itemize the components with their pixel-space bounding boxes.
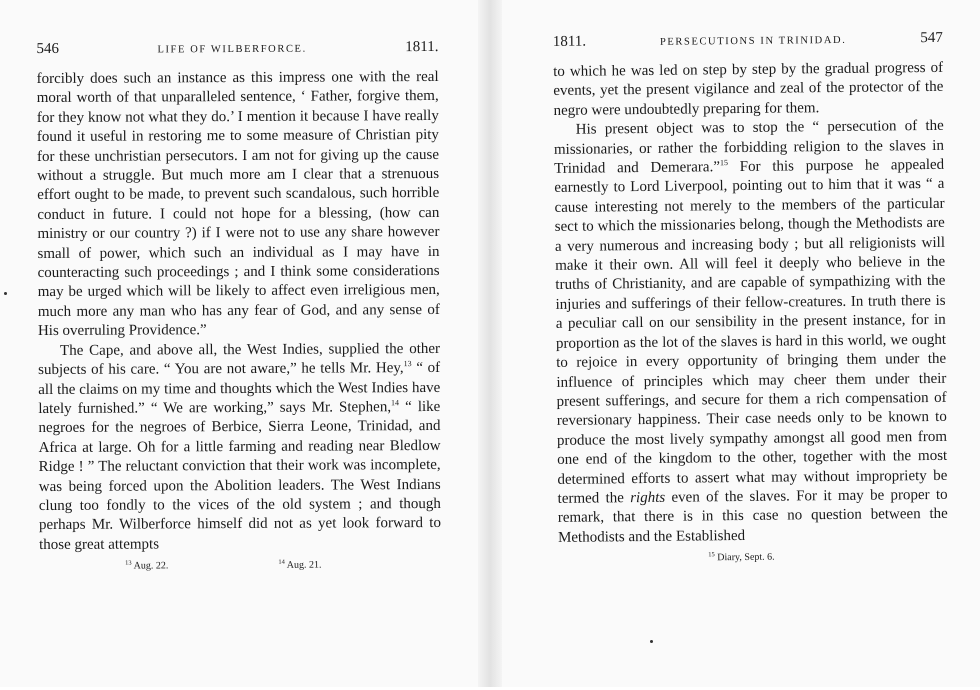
right-page-header bbox=[553, 30, 943, 51]
running-head: PERSECUTIONS IN TRINIDAD. bbox=[659, 34, 847, 48]
left-page-header bbox=[36, 39, 438, 58]
footnote bbox=[708, 552, 775, 564]
header-year: 1811. bbox=[405, 38, 439, 56]
text-run: “ like negroes for the negroes of Berbice, Sierra Leone, Trinidad, and Africa at large. Oh for a little farming and reading near Bledlow Ridge ! ” The reluctant conviction that their work was incomplete, was being forced upon the Abolition leaders. The West Indians clung too fondly to the vices of the old system ; and though perhaps Mr. Wilberforce himself did not as yet look forward to those great attempts bbox=[38, 398, 441, 553]
text-run: “ of all the claims on my time and thoughts which the West Indies have lately furnished.” “ We are working,” says Mr. Stephen, bbox=[38, 360, 441, 417]
footnote-text: Diary, Sept. 6. bbox=[714, 551, 775, 564]
left-page bbox=[0, 0, 482, 688]
paragraph bbox=[38, 340, 441, 556]
footnote-ref: 15 bbox=[719, 158, 728, 168]
text-run: For this purpose he appealed earnestly to Lord Liverpool, pointing out to him that it was “ a cause interesting not merely to the members of the particular sect to which the missionaries belong, though the Methodists are a very numerous and increasing body ; but all religionists will make it their own. All will feel it deeply who believe in the truths of Christianity, and are capable of sympathizing with the injuries and sufferings of their fellow-creatures. In truth there is a peculiar call on our sensibility in the present instance, for in proportion as the lot of the slaves is hard in this world, we ought to rejoice in every opportunity of bringing them under the influence of principles which may cheer them under their present sufferings, and secure for them a rich compensation of reversionary happiness. Their case needs only to be known to produce the most lively sympathy amongst all good men from one end of the kingdom to the other, together with the most determined efforts to assert what may without impropriety be termed the bbox=[554, 156, 948, 507]
footnote-number: 15 bbox=[708, 551, 715, 559]
paragraph bbox=[553, 59, 944, 121]
text-run: to which he was led on step by step by the gradual progress of events, yet the present vigilance and zeal of the protector of the negro were undoubtedly preparing for them. bbox=[553, 59, 944, 119]
left-page-footnotes bbox=[39, 559, 441, 572]
header-year: 1811. bbox=[552, 33, 587, 50]
right-page-text bbox=[553, 59, 948, 548]
footnote-number: 14 bbox=[278, 558, 285, 566]
text-run: The Cape, and above all, the West Indies, supplied the other subjects of his care. “ You are not aware,” he tells Mr. Hey, bbox=[38, 340, 441, 379]
footnote-ref: 14 bbox=[391, 398, 400, 408]
scan-speck bbox=[4, 292, 7, 295]
left-page-text bbox=[37, 68, 442, 555]
text-run: even of the slaves. For it may be proper to remark, that there is in this case no question between the Methodists and the Established bbox=[557, 486, 948, 546]
footnote-text: Aug. 21. bbox=[284, 559, 322, 571]
footnote bbox=[278, 560, 321, 571]
text-run: forcibly does such an instance as this impress one with the real moral worth of that unparalleled sentence, ‘ Father, forgive them, for they know not what they do.’ I mention it because I have really found it useful in restoring me to some measure of Christian pity for these unchristian persecutors. I am not for giving up the cause without a struggle. But much more am I clear that a strenuous effort ought to be made, to prevent such scandalous, such horrible conduct in future. I could not hope for a blessing, (how can ministry or our country ?) if I were not to use any share however small of power, which such an individual as I may have in counteracting such proceedings ; and I think some considerations may be urged which will be likely to affect even irreligious men, much more any man who has any fear of God, and any sense of His overruling Providence.” bbox=[36, 68, 440, 340]
footnote-text: Aug. 22. bbox=[131, 560, 169, 572]
text-run: His present object was to stop the “ persecution of the missionaries, or rather the forbidding religion to the slaves in Trinidad and Demerara.” bbox=[553, 118, 945, 177]
page-number: 547 bbox=[920, 29, 943, 47]
footnote-number: 13 bbox=[125, 559, 132, 567]
scan-speck bbox=[650, 640, 653, 643]
right-page-footnotes bbox=[558, 550, 948, 565]
footnote bbox=[125, 561, 168, 572]
paragraph bbox=[554, 117, 948, 548]
page-number: 546 bbox=[36, 40, 59, 58]
footnote-ref: 13 bbox=[403, 359, 412, 369]
emphasized-text: rights bbox=[630, 489, 666, 507]
running-head: LIFE OF WILBERFORCE. bbox=[157, 43, 307, 56]
right-page bbox=[496, 0, 980, 689]
paragraph bbox=[37, 68, 440, 342]
